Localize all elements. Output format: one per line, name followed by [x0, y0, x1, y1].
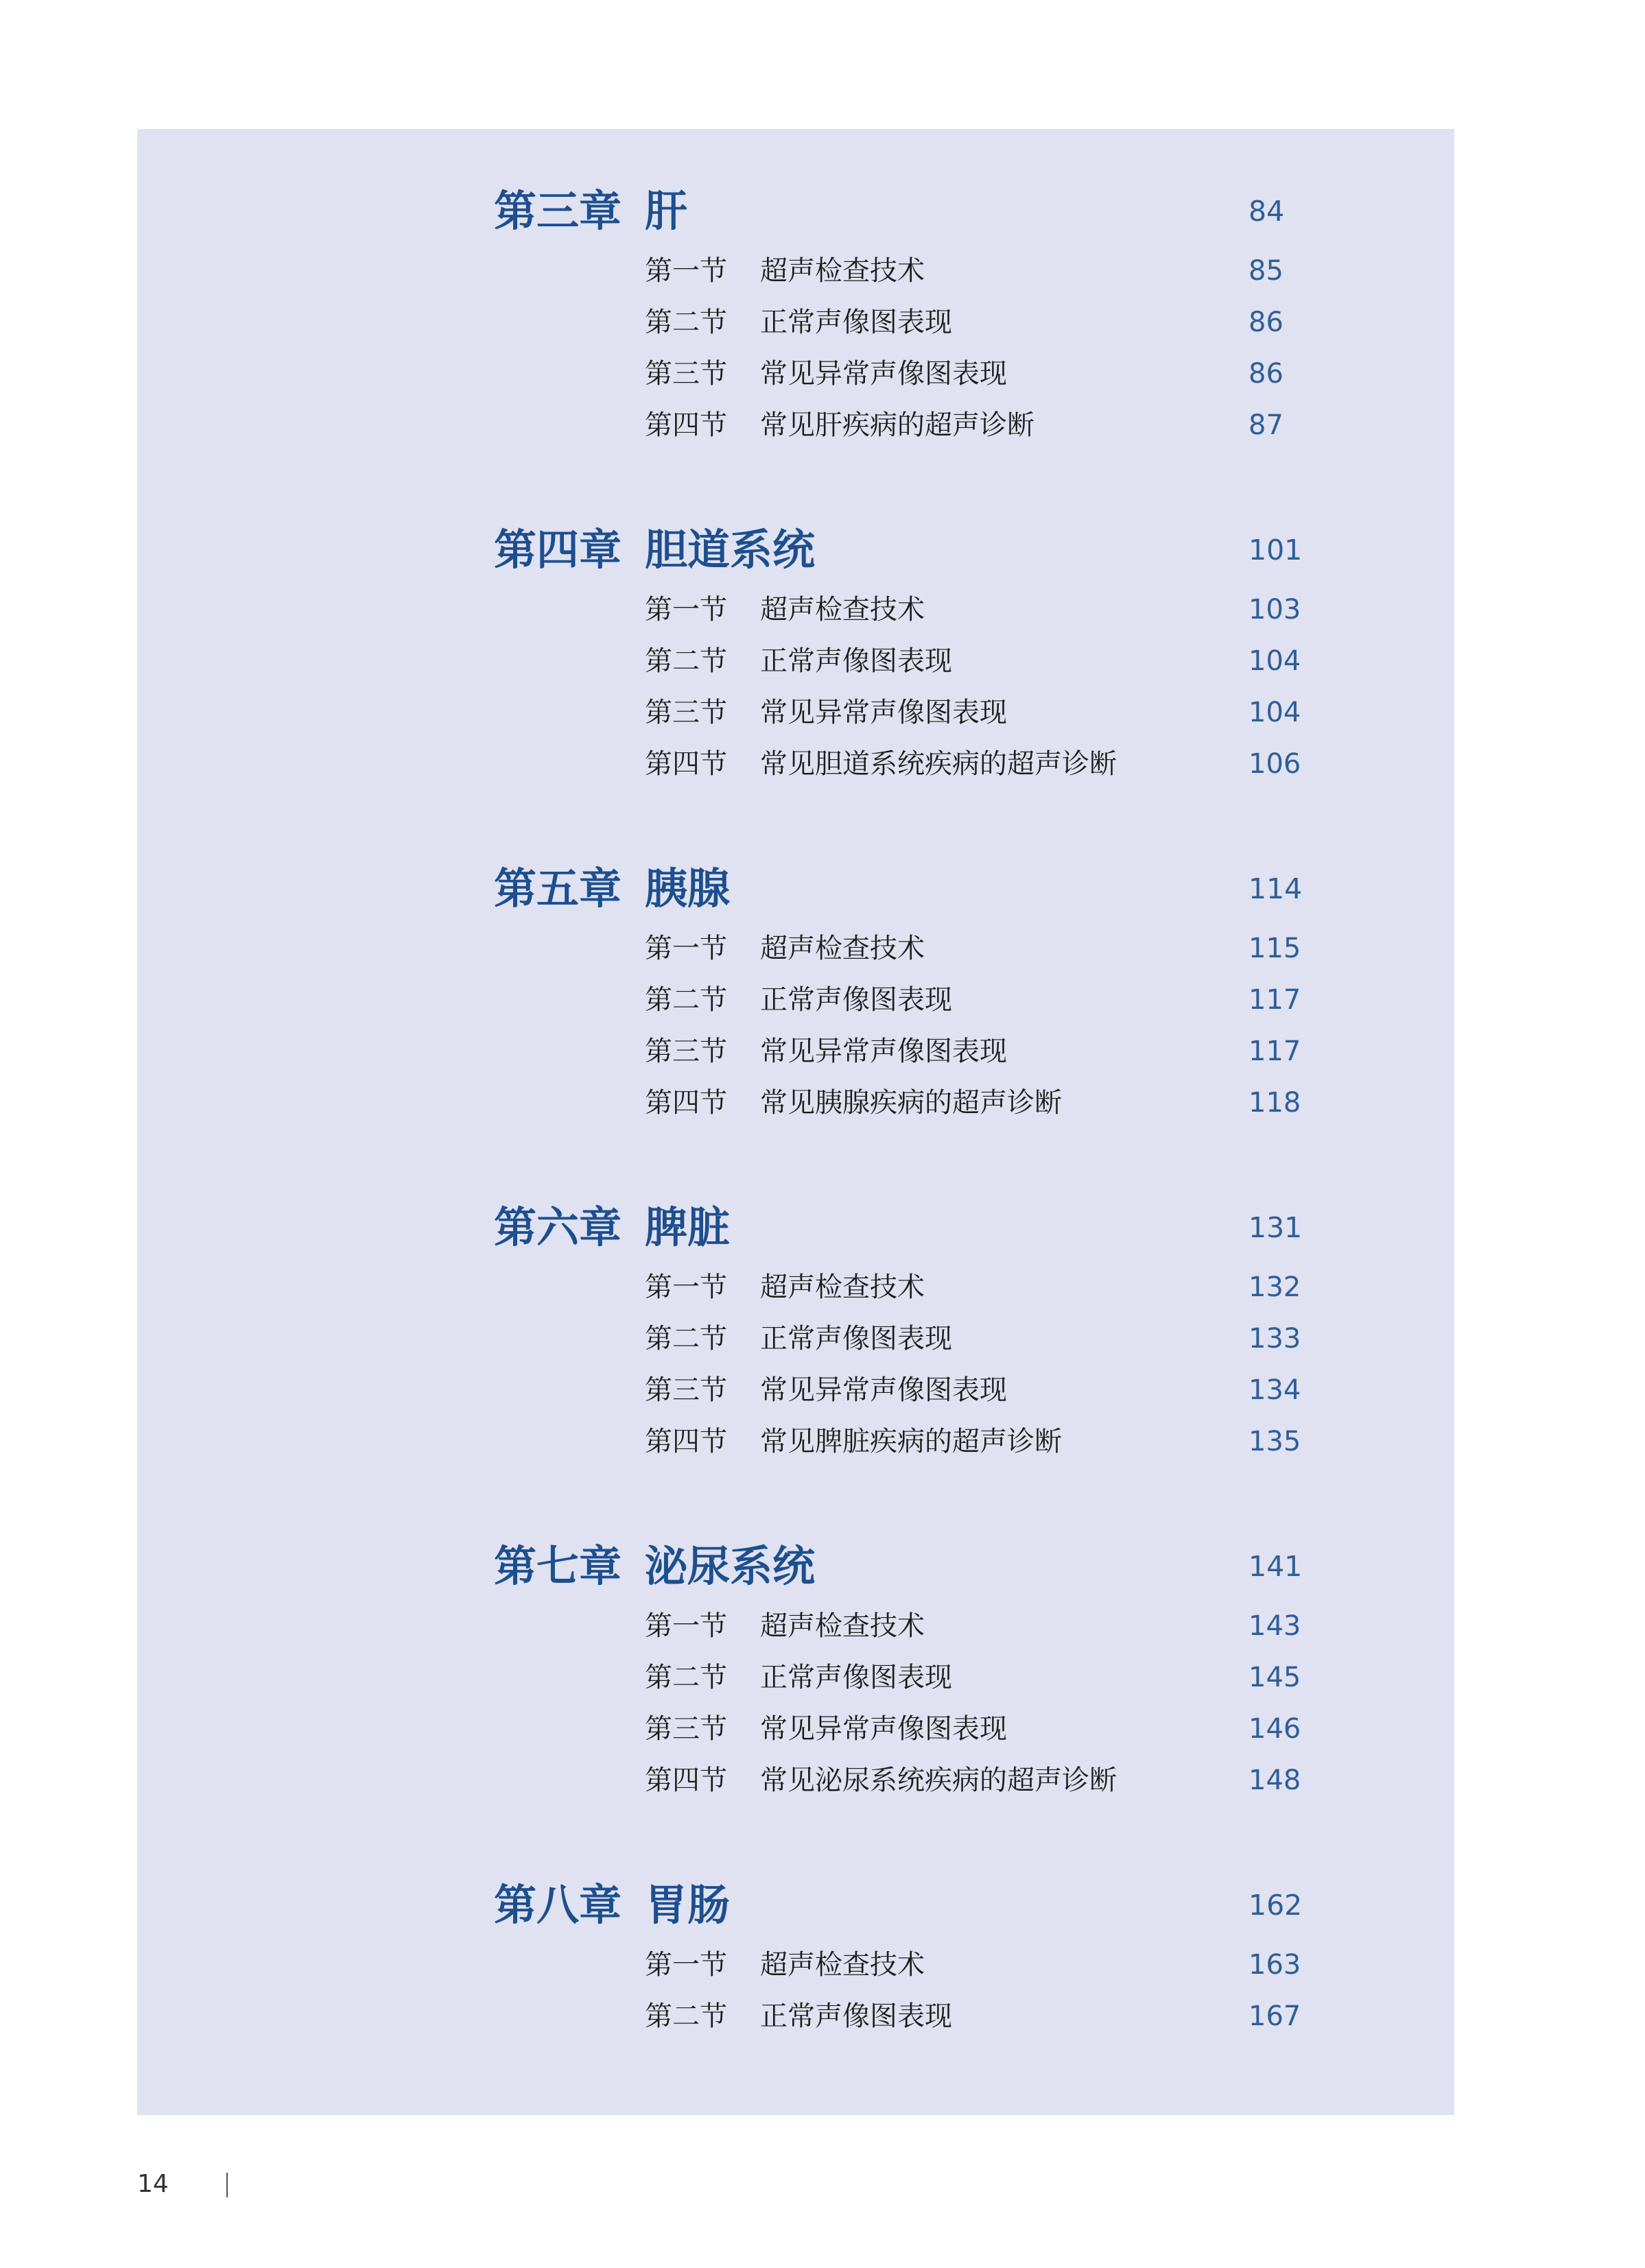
section-title: 超声检查技术 — [760, 255, 925, 287]
section-title: 超声检查技术 — [760, 1949, 925, 1981]
chapter-name: 胃肠 — [645, 1880, 731, 1930]
chapter-heading[interactable] — [494, 1193, 1358, 1262]
section-title: 正常声像图表现 — [760, 1323, 952, 1354]
section-page-number: 133 — [1248, 1323, 1301, 1354]
chapter-number: 第三章 — [494, 186, 622, 236]
section-page-number: 135 — [1248, 1426, 1301, 1457]
chapter-number: 第八章 — [494, 1880, 622, 1930]
section-number: 第一节 — [645, 1949, 727, 1981]
section-page-number: 86 — [1248, 358, 1283, 390]
section-number: 第二节 — [645, 2001, 727, 2032]
section-number: 第四节 — [645, 748, 727, 780]
section-title: 正常声像图表现 — [760, 307, 952, 338]
chapter-page-number: 84 — [1248, 195, 1285, 228]
section-page-number: 132 — [1248, 1272, 1301, 1303]
chapter-page-number: 162 — [1248, 1889, 1303, 1922]
section-title: 正常声像图表现 — [760, 1662, 952, 1693]
toc-section-entry[interactable] — [494, 1601, 1358, 1652]
section-number: 第一节 — [645, 933, 727, 964]
table-of-contents-panel — [137, 129, 1454, 2115]
chapter-page-number: 114 — [1248, 872, 1303, 905]
toc-section-entry[interactable] — [494, 1939, 1358, 1991]
section-title: 常见异常声像图表现 — [760, 1713, 1007, 1745]
chapter-title — [494, 177, 687, 246]
chapter-number: 第六章 — [494, 1202, 622, 1252]
section-number: 第二节 — [645, 645, 727, 677]
section-title: 正常声像图表现 — [760, 645, 952, 677]
chapter-name: 泌尿系统 — [645, 1541, 816, 1591]
toc-section-entry[interactable] — [494, 1991, 1358, 2042]
section-page-number: 86 — [1248, 307, 1283, 338]
chapter-title — [494, 1532, 815, 1601]
section-number: 第二节 — [645, 984, 727, 1016]
chapter-heading[interactable] — [494, 1532, 1358, 1601]
chapter-title — [494, 516, 815, 584]
section-title: 正常声像图表现 — [760, 984, 952, 1016]
toc-section-entry[interactable] — [494, 1313, 1358, 1365]
toc-section-entry[interactable] — [494, 1416, 1358, 1468]
section-number: 第三节 — [645, 697, 727, 728]
section-number: 第三节 — [645, 1036, 727, 1067]
toc-section-entry[interactable] — [494, 636, 1358, 687]
section-page-number: 106 — [1248, 748, 1301, 780]
section-number: 第四节 — [645, 1426, 727, 1457]
chapter-name: 肝 — [645, 186, 688, 236]
section-title: 常见脾脏疾病的超声诊断 — [760, 1426, 1062, 1457]
section-page-number: 115 — [1248, 933, 1301, 964]
section-list — [494, 923, 1358, 1129]
chapter-heading[interactable] — [494, 177, 1358, 246]
toc-section-entry[interactable] — [494, 1262, 1358, 1313]
section-list — [494, 584, 1358, 790]
section-title: 常见泌尿系统疾病的超声诊断 — [760, 1765, 1117, 1796]
section-title: 超声检查技术 — [760, 933, 925, 964]
toc-section-entry[interactable] — [494, 739, 1358, 790]
section-page-number: 117 — [1248, 1036, 1301, 1067]
chapter-heading[interactable] — [494, 516, 1358, 584]
section-page-number: 163 — [1248, 1949, 1301, 1981]
chapter-name: 胰腺 — [645, 863, 731, 914]
toc-section-entry[interactable] — [494, 1704, 1358, 1755]
section-title: 常见异常声像图表现 — [760, 1374, 1007, 1406]
section-page-number: 103 — [1248, 594, 1301, 625]
chapter-heading[interactable] — [494, 855, 1358, 923]
chapter-page-number: 131 — [1248, 1211, 1303, 1244]
section-title: 常见异常声像图表现 — [760, 697, 1007, 728]
section-page-number: 134 — [1248, 1374, 1301, 1406]
folio-divider — [226, 2173, 228, 2197]
section-number: 第四节 — [645, 1087, 727, 1119]
section-page-number: 148 — [1248, 1765, 1301, 1796]
section-number: 第三节 — [645, 1374, 727, 1406]
toc-section-entry[interactable] — [494, 1365, 1358, 1416]
toc-chapter — [494, 1871, 1358, 2042]
toc-section-entry[interactable] — [494, 923, 1358, 975]
section-number: 第一节 — [645, 594, 727, 625]
section-page-number: 146 — [1248, 1713, 1301, 1745]
section-number: 第三节 — [645, 1713, 727, 1745]
section-title: 超声检查技术 — [760, 594, 925, 625]
section-page-number: 167 — [1248, 2001, 1301, 2032]
section-list — [494, 1939, 1358, 2042]
chapter-name: 胆道系统 — [645, 525, 816, 575]
section-number: 第二节 — [645, 1662, 727, 1693]
section-page-number: 85 — [1248, 255, 1283, 287]
section-title: 常见异常声像图表现 — [760, 1036, 1007, 1067]
toc-section-entry[interactable] — [494, 1026, 1358, 1077]
folio-page-number: 14 — [137, 2170, 169, 2198]
chapter-page-number: 141 — [1248, 1550, 1303, 1583]
toc-section-entry[interactable] — [494, 975, 1358, 1026]
toc-chapter — [494, 1532, 1358, 1806]
section-number: 第一节 — [645, 1610, 727, 1642]
toc-section-entry[interactable] — [494, 584, 1358, 636]
section-page-number: 87 — [1248, 409, 1283, 441]
toc-section-entry[interactable] — [494, 400, 1358, 451]
section-title: 常见胆道系统疾病的超声诊断 — [760, 748, 1117, 780]
chapter-number: 第五章 — [494, 863, 622, 914]
chapter-number: 第七章 — [494, 1541, 622, 1591]
chapter-title — [494, 855, 730, 923]
section-list — [494, 1262, 1358, 1468]
toc-section-entry[interactable] — [494, 687, 1358, 739]
section-number: 第一节 — [645, 1272, 727, 1303]
toc-section-entry[interactable] — [494, 1652, 1358, 1704]
toc-chapter — [494, 516, 1358, 790]
toc-chapter — [494, 1193, 1358, 1468]
section-number: 第二节 — [645, 1323, 727, 1354]
section-number: 第一节 — [645, 255, 727, 287]
section-title: 常见异常声像图表现 — [760, 358, 1007, 390]
section-page-number: 118 — [1248, 1087, 1301, 1119]
section-number: 第三节 — [645, 358, 727, 390]
toc-section-entry[interactable] — [494, 1077, 1358, 1129]
section-title: 常见胰腺疾病的超声诊断 — [760, 1087, 1062, 1119]
section-list — [494, 1601, 1358, 1806]
section-title: 超声检查技术 — [760, 1272, 925, 1303]
toc-chapter — [494, 177, 1358, 451]
section-title: 常见肝疾病的超声诊断 — [760, 409, 1034, 441]
chapter-title — [494, 1871, 730, 1939]
toc-section-entry[interactable] — [494, 348, 1358, 400]
chapter-page-number: 101 — [1248, 534, 1303, 566]
toc-section-entry[interactable] — [494, 1755, 1358, 1806]
chapter-heading[interactable] — [494, 1871, 1358, 1939]
chapter-title — [494, 1193, 730, 1262]
section-title: 正常声像图表现 — [760, 2001, 952, 2032]
toc-section-entry[interactable] — [494, 297, 1358, 348]
section-list — [494, 246, 1358, 451]
section-page-number: 143 — [1248, 1610, 1301, 1642]
toc-chapter — [494, 855, 1358, 1129]
section-page-number: 104 — [1248, 645, 1301, 677]
toc-section-entry[interactable] — [494, 246, 1358, 297]
section-number: 第四节 — [645, 409, 727, 441]
section-title: 超声检查技术 — [760, 1610, 925, 1642]
chapter-name: 脾脏 — [645, 1202, 731, 1252]
section-page-number: 104 — [1248, 697, 1301, 728]
section-number: 第四节 — [645, 1765, 727, 1796]
section-number: 第二节 — [645, 307, 727, 338]
section-page-number: 145 — [1248, 1662, 1301, 1693]
section-page-number: 117 — [1248, 984, 1301, 1016]
chapter-number: 第四章 — [494, 525, 622, 575]
